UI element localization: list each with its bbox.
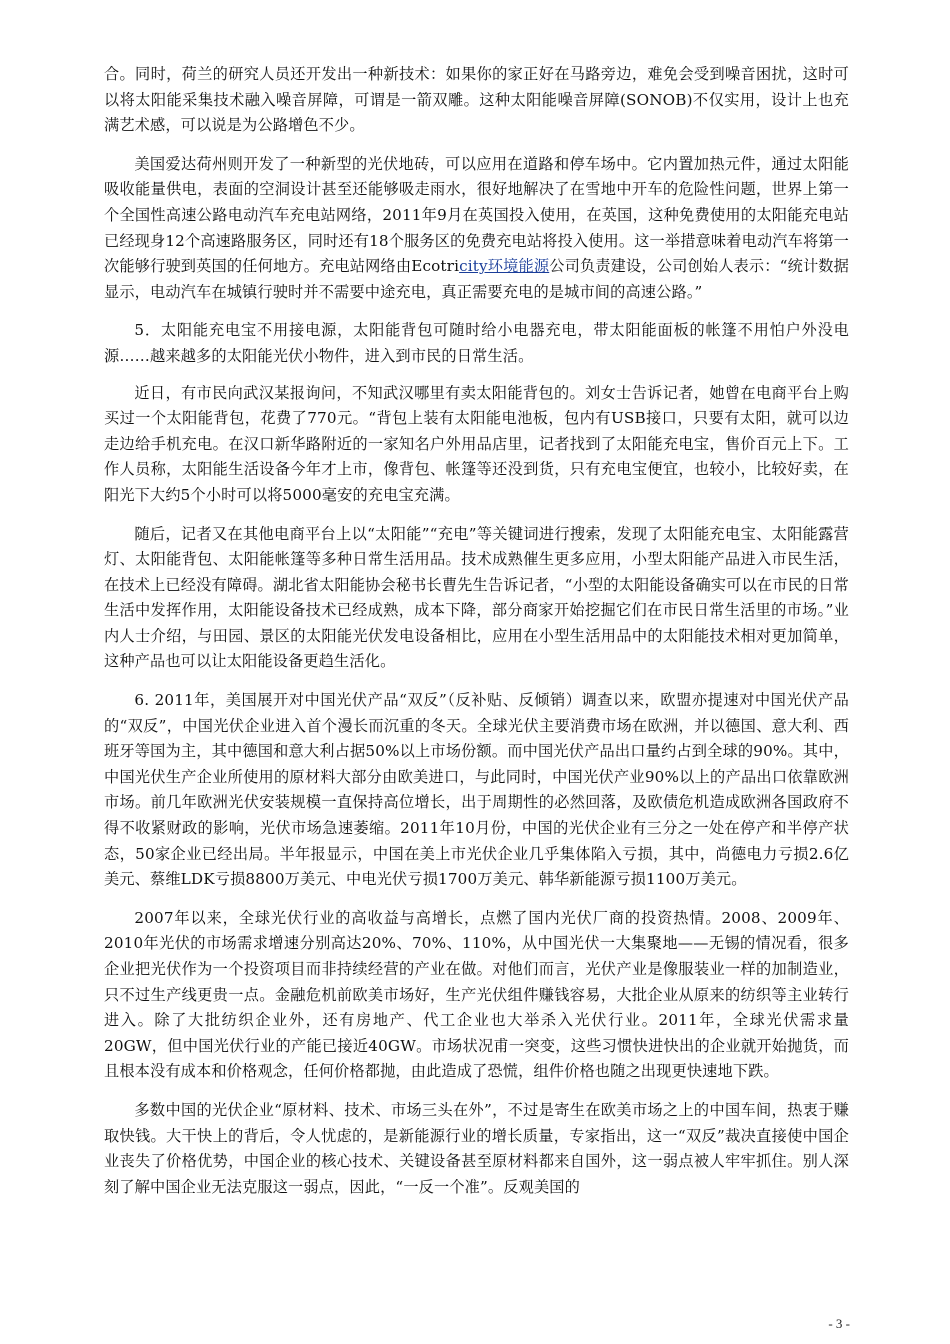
paragraph-1: 合。同时，荷兰的研究人员还开发出一种新技术：如果你的家正好在马路旁边，难免会受到噪音困扰，这时可以将太阳能采集技术融入噪音屏障，可谓是一箭双雕。这种太阳能噪音屏障(SONOB)不仅实用，设计上也充满艺术感，可以说是为公路增色不少。 (104, 65, 849, 135)
paragraph-3: 5．太阳能充电宝不用接电源，太阳能背包可随时给小电器充电，带太阳能面板的帐篷不用怕户外没电源……越来越多的太阳能光伏小物件，进入到市民的日常生活。 (104, 321, 849, 365)
paragraph-2 (104, 152, 849, 306)
document-body (104, 62, 849, 1213)
page-number: - 3 - (828, 1316, 850, 1331)
paragraph-5: 随后，记者又在其他电商平台上以“太阳能”“充电”等关键词进行搜索，发现了太阳能充电宝、太阳能露营灯、太阳能背包、太阳能帐篷等多种日常生活用品。技术成熟催生更多应用，小型太阳能产品进入市民生活，在技术上已经没有障碍。湖北省太阳能协会秘书长曹先生告诉记者，“小型的太阳能设备确实可以在市民的日常生活中发挥作用，太阳能设备技术已经成熟，成本下降，部分商家开始挖掘它们在市民日常生活里的市场。”业内人士介绍，与田园、景区的太阳能光伏发电设备相比，应用在小型生活用品中的太阳能技术相对更加简单，这种产品也可以让太阳能设备更趋生活化。 (104, 524, 849, 671)
paragraph-8: 多数中国的光伏企业“原材料、技术、市场三头在外”，不过是寄生在欧美市场之上的中国车间，热衷于赚取快钱。大干快上的背后，令人忧虑的，是新能源行业的增长质量，专家指出，这一“双反”裁决直接使中国企业丧失了价格优势，中国企业的核心技术、关键设备甚至原材料都来自国外，这一弱点被人牢牢抓住。别人深刻了解中国企业无法克服这一弱点，因此，“一反一个准”。反观美国的 (104, 1100, 849, 1196)
paragraph-7: 2007年以来，全球光伏行业的高收益与高增长，点燃了国内光伏厂商的投资热情。2008、2009年、2010年光伏的市场需求增速分别高达20%、70%、110%，从中国光伏一大集聚地——无锡的情况看，很多企业把光伏作为一个投资项目而非持续经营的产业在做。对他们而言，光伏产业是像服装业一样的加制造业，只不过生产线更贵一点。金融危机前欧美市场好，生产光伏组件赚钱容易，大批企业从原来的纺织等主业转行进入。除了大批纺织企业外，还有房地产、代工企业也大举杀入光伏行业。2011年，全球光伏需求量20GW，但中国光伏行业的产能已接近40GW。市场状况甫一突变，这些习惯快进快出的企业就开始抛货，而且根本没有成本和价格观念，任何价格都抛，由此造成了恐慌，组件价格也随之出现更快速地下跌。 (104, 908, 849, 1081)
paragraph-2-text-b: 公司负责建设，公司创始人表示：“统计数据显示，电动汽车在城镇行驶时并不需要中途充电，真正需要充电的是城市间的高速公路。” (104, 257, 850, 301)
paragraph-4: 近日，有市民向武汉某报询问，不知武汉哪里有卖太阳能背包的。刘女士告诉记者，她曾在电商平台上购买过一个太阳能背包，花费了770元。“背包上装有太阳能电池板，包内有USB接口，只要有太阳，就可以边走边给手机充电。在汉口新华路附近的一家知名户外用品店里，记者找到了太阳能充电宝，售价百元上下。工作人员称，太阳能生活设备今年才上市，像背包、帐篷等还没到货，只有充电宝便宜，也较小，比较好卖，在阳光下大约5个小时可以将5000毫安的充电宝充满。 (104, 383, 849, 504)
ecotricity-link[interactable]: city环境能源 (459, 257, 550, 276)
paragraph-6: 6. 2011年，美国展开对中国光伏产品“双反”（反补贴、反倾销）调查以来，欧盟亦提速对中国光伏产品的“双反”，中国光伏企业进入首个漫长而沉重的冬天。全球光伏主要消费市场在欧洲，并以德国、意大利、西班牙等国为主，其中德国和意大利占据50%以上市场份额。而中国光伏产品出口量约占到全球的90%。其中，中国光伏生产企业所使用的原材料大部分由欧美进口，与此同时，中国光伏产业90%以上的产品出口依靠欧洲市场。前几年欧洲光伏安装规模一直保持高位增长，出于周期性的必然回落，及欧债危机造成欧洲各国政府不得不收紧财政的影响，光伏市场急速萎缩。2011年10月份，中国的光伏企业有三分之一处在停产和半停产状态，50家企业已经出局。半年报显示，中国在美上市光伏企业几乎集体陷入亏损，其中，尚德电力亏损2.6亿美元、蔡维LDK亏损8800万美元、中电光伏亏损1700万美元、韩华新能源亏损1100万美元。 (104, 691, 849, 889)
paragraph-2-text-a: 美国爱达荷州则开发了一种新型的光伏地砖，可以应用在道路和停车场中。它内置加热元件，通过太阳能吸收能量供电，表面的空洞设计甚至还能够吸走雨水，很好地解决了在雪地中开车的危险性问题，世界上第一个全国性高速公路电动汽车充电站网络，2011年9月在英国投入使用，在英国，这种免费使用的太阳能充电站已经现身12个高速路服务区，同时还有18个服务区的免费充电站将投入使用。这一举措意味着电动汽车将第一次能够行驶到英国的任何地方。充电站网络由Ecotri (104, 154, 849, 276)
